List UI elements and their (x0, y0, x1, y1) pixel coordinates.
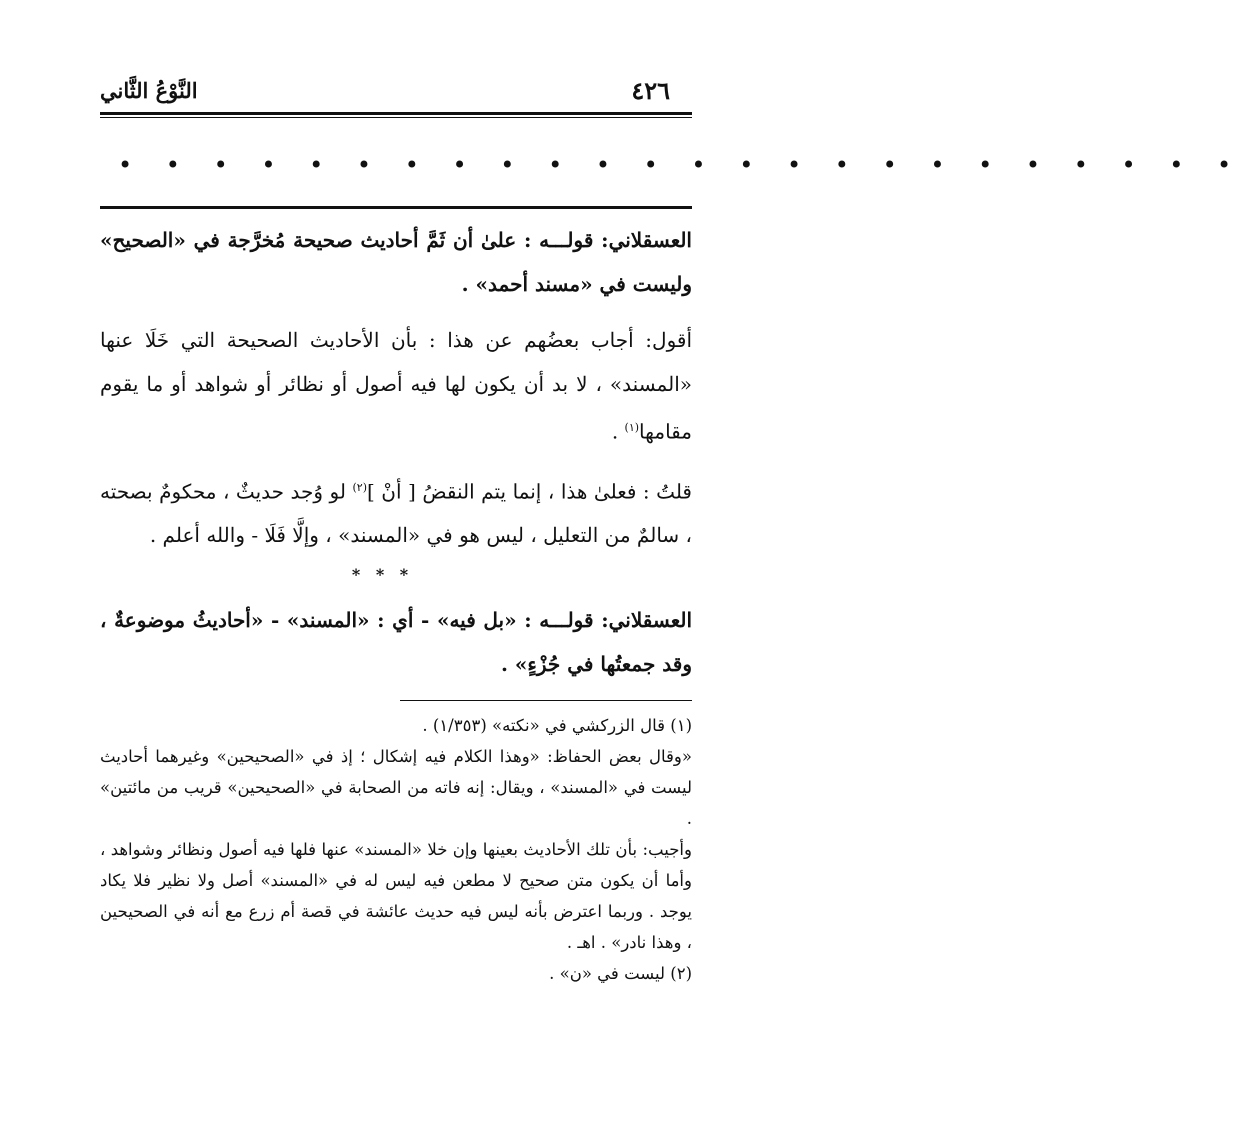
qult-text-b: لو وُجد حديثٌ ، محكومٌ بصحته ، سالمٌ من التعليل ، ليس هو في «المسند» ، وإلَّا فَلَا - والله أعلم . (100, 479, 692, 548)
reply-text: أجاب بعضُهم عن هذا : بأن الأحاديث الصحيحة التي خَلَا عنها «المسند» ، لا بد أن يكون لها فيه أصول أو نظائر أو شواهد أو ما يقوم مقامها (100, 328, 692, 444)
quote-text: «بل فيه» - أي : «المسند» - «أحاديثُ موضوعةٌ ، وقد جمعتُها في جُزْءٍ» . (100, 608, 692, 676)
reply-lead: أقول: (645, 328, 693, 352)
qult-text-a: قلتُ : فعلىٰ هذا ، إنما يتم النقضُ [ أنْ ] (366, 479, 692, 504)
qult-paragraph (100, 466, 692, 558)
footnote-1-answer: وأجيب: بأن تلك الأحاديث بعينها وإن خلا «المسند» عنها فلها فيه أصول ونظائر وشواهد ، وأما أن يكون متن صحيح لا مطعن فيه ليس له في «المسند» أصل ولا نظير فلا يكاد يوجد . وربما اعترض بأنه ليس فيه حديث عائشة في قصة أم زرع مع أنه في الصحيحين ، وهذا نادر» . اهـ . (100, 840, 692, 952)
commentary-quote-2 (100, 598, 692, 686)
quote-lead: العسقلاني: قولـــه : (523, 228, 692, 252)
footnote-2: (٢) ليست في «ن» . (549, 964, 692, 983)
footnote-rule (400, 700, 692, 701)
commentary-quote-1 (100, 218, 692, 306)
footnote-1: (١) قال الزركشي في «نكته» (١/٣٥٣) . (422, 716, 692, 735)
running-header (100, 70, 670, 106)
main-text-2 (100, 598, 692, 686)
footnote-ref-1[interactable]: (١) (624, 421, 640, 434)
footnotes (100, 710, 692, 989)
section-rule (100, 206, 692, 209)
main-text (100, 218, 692, 557)
chapter-title: النَّوْعُ الثَّاني (100, 78, 198, 103)
quote-lead: العسقلاني: قولـــه : (524, 608, 693, 632)
reply-paragraph: أقول: أجاب بعضُهم عن هذا : بأن الأحاديث الصحيحة التي خَلَا عنها «المسند» ، لا بد أن يكون لها فيه أصول أو نظائر أو شواهد أو ما يقوم مقامها$^{(١)}$ . (100, 328, 693, 444)
footnote-1-quote: «وقال بعض الحفاظ: «وهذا الكلام فيه إشكال ؛ إذ في «الصحيحين» وغيرهما أحاديث ليست في «المسند» ، ويقال: إنه فاته من الصحابة في «الصحيحين» قريب من مائتين» . (100, 747, 692, 828)
asterism: * * * (351, 565, 414, 584)
header-rule (100, 112, 692, 115)
footnote-ref-2[interactable]: (٢) (352, 480, 367, 494)
omission-dots: • • • • • • • • • • • • • • • • • • • • • • • • (118, 151, 1244, 179)
quote-text: علىٰ أن ثَمَّ أحاديث صحيحة مُخرَّجة في «الصحيح» وليست في «مسند أحمد» . (100, 228, 692, 296)
page-number: ٤٢٦ (631, 76, 670, 105)
